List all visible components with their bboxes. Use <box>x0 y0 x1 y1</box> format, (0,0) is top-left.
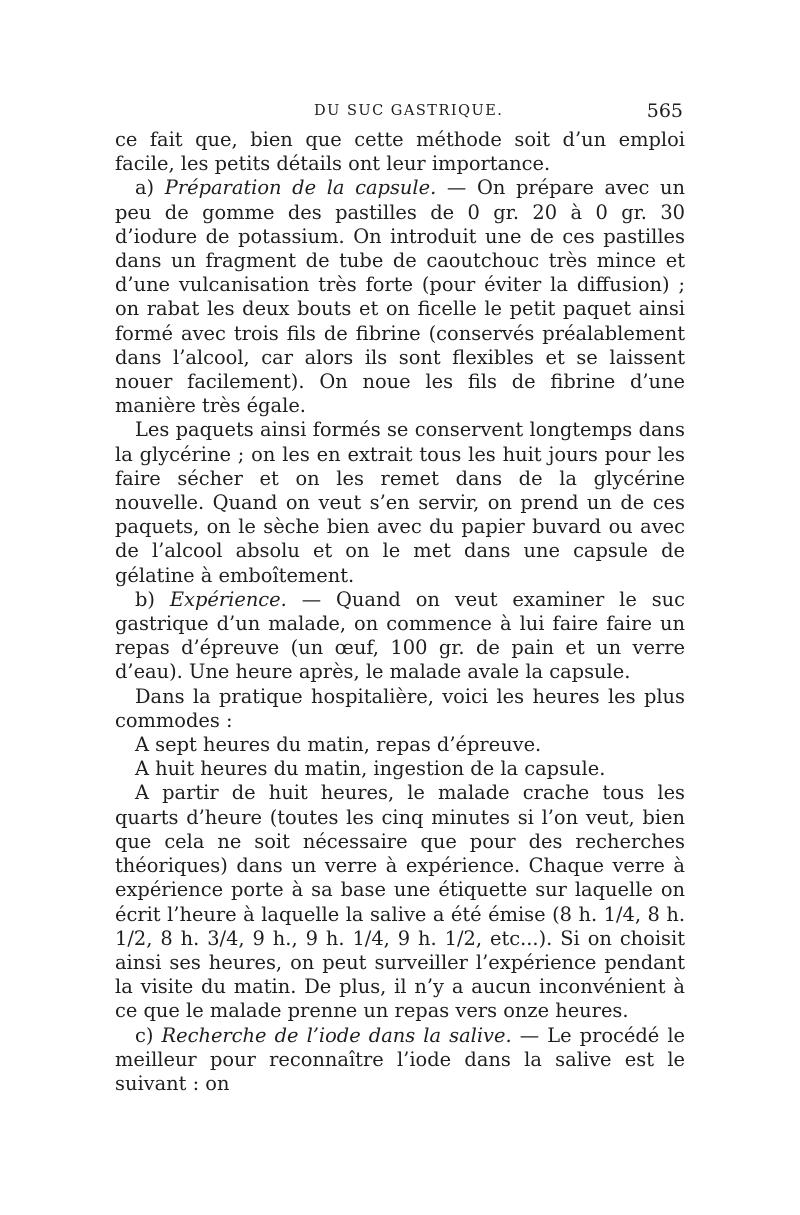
section-marker: b) <box>135 587 170 611</box>
paragraph-text: — Le procédé le meilleur pour reconnaître l’iode dans la salive est le suivant : on <box>115 1023 686 1095</box>
paragraph-hospital-practice: Dans la pratique hospitalière, voici les heures les plus commodes : <box>115 684 685 732</box>
section-heading: Préparation de la capsule. <box>164 176 437 200</box>
paragraph-iodine-detection <box>115 1024 685 1097</box>
section-heading: Recherche de l’iode dans la salive. <box>161 1023 512 1047</box>
paragraph-schedule-line-1: A sept heures du matin, repas d’épreuve. <box>135 733 542 757</box>
paragraph-experience <box>115 588 685 685</box>
page-number: 565 <box>646 100 683 122</box>
paragraph-text: — Quand on veut examiner le suc gastrique d’un malade, on commence à lui faire faire un repas d’épreuve (un œuf, 100 gr. de pain et un verre d’eau). Une heure après, le malade avale la capsule. <box>115 587 685 684</box>
paragraph-schedule-line-2: A huit heures du matin, ingestion de la capsule. <box>135 757 606 781</box>
section-marker: c) <box>135 1023 162 1047</box>
page-header <box>110 100 685 130</box>
paragraph-conservation: Les paquets ainsi formés se conservent longtemps dans la glycérine ; on les en extrait tous les huit jours pour les faire sécher et on les remet dans de la glycérine nouvelle. Quand on veut s’en servir, on prend un de ces paquets, on le sèche bien avec du papier buvard ou avec de l’alcool absolu et on le met dans une capsule de gélatine à emboîtement. <box>115 418 685 587</box>
paragraph-continuation: ce fait que, bien que cette méthode soit d’un emploi facile, les petits détails ont leur importance. <box>115 128 685 176</box>
paragraph-text: — On prépare avec un peu de gomme des pastilles de 0 gr. 20 à 0 gr. 30 d’iodure de potassium. On introduit une de ces pastilles dans un fragment de tube de caoutchouc très mince et d’une vulcanisation très forte (pour éviter la diffusion) ; on rabat les deux bouts et on ficelle le petit paquet ainsi formé avec trois fils de fibrine (conservés préalablement dans l’alcool, car alors ils sont flexibles et se laissent nouer facilement). On noue les fils de fibrine d’une manière très égale. <box>115 176 686 418</box>
body-text <box>115 128 685 1096</box>
running-title: DU SUC GASTRIQUE. <box>314 103 504 119</box>
paragraph-preparation <box>115 176 685 418</box>
paragraph-spitting-procedure: A partir de huit heures, le malade crache tous les quarts d’heure (toutes les cinq minutes si l’on veut, bien que cela ne soit nécessaire que pour des recherches théoriques) dans un verre à expérience. Chaque verre à expérience porte à sa base une étiquette sur laquelle on écrit l’heure à laquelle la salive a été émise (8 h. 1/4, 8 h. 1/2, 8 h. 3/4, 9 h., 9 h. 1/4, 9 h. 1/2, etc...). Si on choisit ainsi ses heures, on peut surveiller l’expérience pendant la visite du matin. De plus, il n’y a aucun inconvénient à ce que le malade prenne un repas vers onze heures. <box>115 781 685 1023</box>
section-heading: Expérience. <box>169 587 287 611</box>
section-marker: a) <box>135 176 165 200</box>
